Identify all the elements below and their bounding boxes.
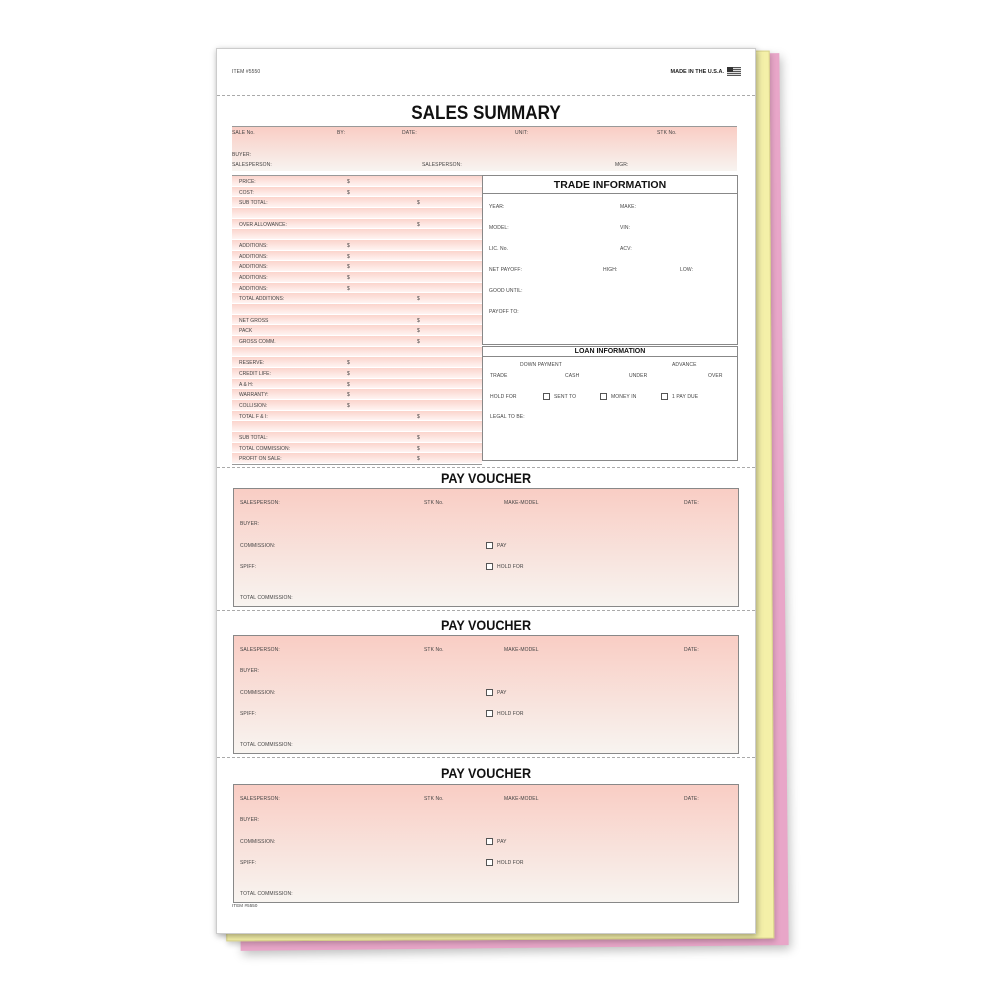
ledger-row[interactable] <box>232 411 482 422</box>
pv-hold-for-label: HOLD FOR <box>497 710 524 717</box>
ledger-row[interactable] <box>232 357 482 368</box>
dollar-sign: $ <box>417 413 420 420</box>
loan-cash-field[interactable]: CASH <box>565 373 580 379</box>
pv-hold-for-label: HOLD FOR <box>497 563 524 570</box>
ledger-row-label: COST: <box>239 189 254 196</box>
perforation-line <box>217 757 755 758</box>
ledger-row-label: SUB TOTAL: <box>239 435 268 441</box>
pv-salesperson-field[interactable]: SALESPERSON: <box>240 500 280 506</box>
dollar-sign: $ <box>417 317 420 324</box>
pv-make-model-field[interactable]: MAKE-MODEL <box>504 500 539 506</box>
trade-high-field[interactable]: HIGH: <box>603 267 618 273</box>
ledger-row[interactable] <box>232 197 482 208</box>
dollar-sign: $ <box>347 179 350 185</box>
pay-voucher-title: PAY VOUCHER <box>440 617 532 633</box>
ledger-row <box>232 347 482 358</box>
ledger-row[interactable] <box>232 325 482 336</box>
ledger-row-label: ADDITIONS: <box>239 275 268 281</box>
dollar-sign: $ <box>347 275 350 281</box>
pv-stk-no-field[interactable]: STK No. <box>424 796 444 802</box>
pv-salesperson-field[interactable]: SALESPERSON: <box>240 796 280 802</box>
trade-payoff-to-field[interactable]: PAYOFF TO: <box>489 309 519 315</box>
pv-total-commission-field[interactable]: TOTAL COMMISSION: <box>240 742 293 748</box>
dollar-sign: $ <box>417 221 420 228</box>
checkbox-icon <box>486 838 493 845</box>
ledger-row[interactable] <box>232 261 482 272</box>
checkbox-icon <box>486 689 493 696</box>
ledger-row-label: ADDITIONS: <box>239 253 268 260</box>
checkbox-icon <box>486 542 493 549</box>
pv-buyer-field[interactable]: BUYER: <box>240 668 260 674</box>
legal-to-be-field[interactable]: LEGAL TO BE: <box>490 414 525 420</box>
money-in-checkbox[interactable] <box>600 393 636 400</box>
pv-spiff-field[interactable]: SPIFF: <box>240 860 257 866</box>
pv-pay-checkbox[interactable] <box>486 542 507 549</box>
ledger-row-label: PRICE: <box>239 179 256 185</box>
pv-pay-label: PAY <box>497 689 507 696</box>
dollar-sign: $ <box>347 189 350 196</box>
ledger-row-label: PROFIT ON SALE: <box>239 456 282 463</box>
loan-information-box <box>482 346 738 461</box>
loan-over-field[interactable]: OVER <box>708 373 723 379</box>
footer-item-number: ITEM #5550 <box>232 903 258 908</box>
ledger-row <box>232 421 482 432</box>
pv-total-commission-field[interactable]: TOTAL COMMISSION: <box>240 595 293 601</box>
dollar-sign: $ <box>347 360 350 367</box>
ledger-row-label: PACK <box>239 328 253 335</box>
checkbox-icon <box>600 393 607 400</box>
pv-buyer-field[interactable]: BUYER: <box>240 817 260 823</box>
dollar-sign: $ <box>417 339 420 345</box>
down-payment-label: DOWN PAYMENT <box>520 362 562 368</box>
money-in-label: MONEY IN <box>611 393 637 400</box>
ledger-row[interactable] <box>232 443 482 454</box>
sale-no-field[interactable]: SALE No. <box>232 130 255 136</box>
dollar-sign: $ <box>347 285 350 292</box>
ledger-row[interactable] <box>232 389 482 400</box>
ledger-row-label: ADDITIONS: <box>239 243 268 249</box>
pv-total-commission-field[interactable]: TOTAL COMMISSION: <box>240 891 293 897</box>
one-pay-due-label: 1 PAY DUE <box>672 393 699 400</box>
ledger-row-label: RESERVE: <box>239 360 265 367</box>
checkbox-icon <box>543 393 550 400</box>
pv-pay-label: PAY <box>497 838 507 845</box>
pv-pay-label: PAY <box>497 542 507 549</box>
pv-pay-checkbox[interactable] <box>486 838 507 845</box>
dollar-sign: $ <box>417 456 420 463</box>
ledger-row-label: GROSS COMM. <box>239 339 276 345</box>
made-in-usa <box>671 67 741 76</box>
us-flag-icon <box>727 67 741 76</box>
ledger-row-label: TOTAL F & I: <box>239 413 268 420</box>
mgr-field[interactable]: MGR: <box>615 162 629 168</box>
ledger-row[interactable] <box>232 283 482 294</box>
pay-voucher-fields <box>233 784 739 903</box>
ledger-row-label: WARRANTY: <box>239 392 269 399</box>
pv-hold-for-label: HOLD FOR <box>497 859 524 866</box>
dollar-sign: $ <box>417 328 420 335</box>
pv-make-model-field[interactable]: MAKE-MODEL <box>504 796 539 802</box>
pv-salesperson-field[interactable]: SALESPERSON: <box>240 647 280 653</box>
ledger-row-label: NET GROSS <box>239 317 269 324</box>
dollar-sign: $ <box>417 296 420 303</box>
ledger-row[interactable] <box>232 219 482 230</box>
sales-header-fields <box>232 126 737 171</box>
buyer-field[interactable]: BUYER: <box>232 152 252 158</box>
ledger-row-label: A & H: <box>239 381 254 388</box>
pv-spiff-field[interactable]: SPIFF: <box>240 564 257 570</box>
perforation-line <box>217 467 755 468</box>
ledger-row[interactable] <box>232 293 482 304</box>
white-copy-sheet <box>216 48 756 934</box>
trade-model-field[interactable]: MODEL: <box>489 225 509 231</box>
ledger-row-label: CREDIT LIFE: <box>239 371 271 377</box>
commission-ledger <box>232 175 482 465</box>
pay-voucher-title: PAY VOUCHER <box>440 765 532 781</box>
checkbox-icon <box>486 710 493 717</box>
perforation-line <box>217 610 755 611</box>
pv-make-model-field[interactable]: MAKE-MODEL <box>504 647 539 653</box>
trade-year-field[interactable]: YEAR: <box>489 204 505 210</box>
loan-under-field[interactable]: UNDER <box>629 373 648 379</box>
ledger-row[interactable] <box>232 400 482 411</box>
pv-stk-no-field[interactable]: STK No. <box>424 500 444 506</box>
pv-stk-no-field[interactable]: STK No. <box>424 647 444 653</box>
trade-information-box <box>482 175 738 345</box>
one-pay-due-checkbox[interactable] <box>661 393 698 400</box>
trade-acv-field[interactable]: ACV: <box>620 246 632 252</box>
pv-hold-for-checkbox[interactable] <box>486 710 524 717</box>
pv-commission-field[interactable]: COMMISSION: <box>240 543 276 549</box>
pay-voucher-title: PAY VOUCHER <box>440 470 532 486</box>
ledger-row <box>232 229 482 240</box>
ledger-row[interactable] <box>232 453 482 464</box>
perforation-line <box>217 95 755 96</box>
sent-to-checkbox[interactable] <box>543 393 576 400</box>
pay-voucher-fields <box>233 635 739 754</box>
advance-label: ADVANCE <box>672 362 697 368</box>
ledger-row-label: ADDITIONS: <box>239 285 268 292</box>
pv-date-field[interactable]: DATE: <box>684 500 699 506</box>
pv-date-field[interactable]: DATE: <box>684 796 699 802</box>
dollar-sign: $ <box>347 403 350 409</box>
checkbox-icon <box>661 393 668 400</box>
pv-commission-field[interactable]: COMMISSION: <box>240 690 276 696</box>
salesperson-field-1[interactable]: SALESPERSON: <box>232 162 272 168</box>
ledger-row-label: TOTAL ADDITIONS: <box>239 296 285 303</box>
ledger-row[interactable] <box>232 315 482 326</box>
ledger-row <box>232 304 482 315</box>
by-field[interactable]: BY: <box>337 130 346 136</box>
pv-date-field[interactable]: DATE: <box>684 647 699 653</box>
ledger-row[interactable] <box>232 251 482 262</box>
checkbox-icon <box>486 563 493 570</box>
pv-buyer-field[interactable]: BUYER: <box>240 521 260 527</box>
dollar-sign: $ <box>417 435 420 441</box>
ledger-row[interactable] <box>232 240 482 251</box>
ledger-row <box>232 208 482 219</box>
ledger-row-label: SUB TOTAL: <box>239 200 268 207</box>
ledger-row-label: COLLISION: <box>239 403 268 409</box>
dollar-sign: $ <box>347 392 350 399</box>
ledger-row[interactable] <box>232 176 482 187</box>
pv-hold-for-checkbox[interactable] <box>486 563 524 570</box>
loan-trade-field[interactable]: TRADE <box>490 373 508 379</box>
date-field[interactable]: DATE: <box>402 130 417 136</box>
dollar-sign: $ <box>347 264 350 271</box>
trade-information-title: TRADE INFORMATION <box>483 176 737 194</box>
pay-voucher-fields <box>233 488 739 607</box>
pv-commission-field[interactable]: COMMISSION: <box>240 839 276 845</box>
pv-spiff-field[interactable]: SPIFF: <box>240 711 257 717</box>
ledger-row[interactable] <box>232 368 482 379</box>
dollar-sign: $ <box>417 445 420 452</box>
loan-information-title: LOAN INFORMATION <box>483 347 737 357</box>
hold-for-label: HOLD FOR <box>490 394 517 400</box>
item-number: ITEM #5550 <box>232 69 261 75</box>
trade-lic-field[interactable]: LIC. No. <box>489 246 509 252</box>
ledger-row[interactable] <box>232 379 482 390</box>
salesperson-field-2[interactable]: SALESPERSON: <box>422 162 462 168</box>
dollar-sign: $ <box>347 371 350 377</box>
pv-hold-for-checkbox[interactable] <box>486 859 524 866</box>
sales-summary-title: SALES SUMMARY <box>411 103 561 124</box>
pv-pay-checkbox[interactable] <box>486 689 507 696</box>
checkbox-icon <box>486 859 493 866</box>
dollar-sign: $ <box>417 200 420 207</box>
unit-field[interactable]: UNIT: <box>515 130 528 136</box>
ledger-row-label: TOTAL COMMISSION: <box>239 445 291 452</box>
ledger-row[interactable] <box>232 432 482 443</box>
made-in-usa-label: MADE IN THE U.S.A. <box>670 68 724 75</box>
ledger-row[interactable] <box>232 336 482 347</box>
trade-vin-field[interactable]: VIN: <box>620 225 631 231</box>
trade-low-field[interactable]: LOW: <box>680 267 694 273</box>
ledger-row[interactable] <box>232 272 482 283</box>
trade-net-payoff-field[interactable]: NET PAYOFF: <box>489 267 523 273</box>
ledger-row-label: ADDITIONS: <box>239 264 268 271</box>
trade-make-field[interactable]: MAKE: <box>620 204 637 210</box>
dollar-sign: $ <box>347 381 350 388</box>
dollar-sign: $ <box>347 243 350 249</box>
dollar-sign: $ <box>347 253 350 260</box>
trade-good-until-field[interactable]: GOOD UNTIL: <box>489 288 523 294</box>
ledger-row-label: OVER ALLOWANCE: <box>239 221 287 228</box>
sent-to-label: SENT TO <box>554 393 577 400</box>
ledger-row[interactable] <box>232 187 482 198</box>
stk-no-field[interactable]: STK No. <box>657 130 677 136</box>
